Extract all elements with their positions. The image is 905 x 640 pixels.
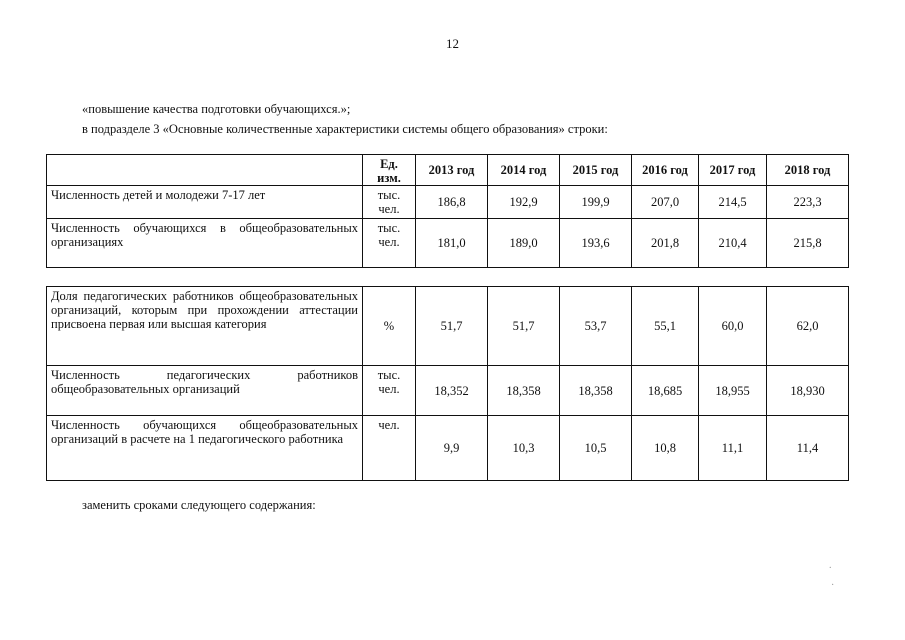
row-unit: % (363, 287, 416, 366)
row-indicator-name: Численность детей и молодежи 7-17 лет (47, 186, 363, 219)
row-value: 214,5 (699, 186, 767, 219)
table-header-row (47, 155, 849, 186)
row-indicator-name: Численность обучающихся общеобразовательных организаций в расчете на 1 педагогического работника (47, 416, 363, 481)
characteristics-table-1 (46, 154, 849, 268)
row-value: 11,1 (699, 416, 767, 481)
intro-line-1: «повышение качества подготовки обучающихся.»; (82, 102, 351, 116)
header-unit-label: Ед. изм. (377, 157, 401, 185)
row-value: 10,5 (560, 416, 632, 481)
row-value: 199,9 (560, 186, 632, 219)
header-indicator-cell (47, 155, 363, 186)
header-unit-cell (363, 155, 416, 186)
header-year: 2018 год (767, 155, 849, 186)
scan-speck: · (831, 580, 835, 591)
row-unit: тыс. чел. (363, 186, 416, 219)
table-row (47, 287, 849, 366)
row-value: 181,0 (416, 219, 488, 268)
row-value: 11,4 (767, 416, 849, 481)
header-year: 2016 год (632, 155, 699, 186)
row-value: 201,8 (632, 219, 699, 268)
characteristics-table-2 (46, 286, 849, 481)
table-row (47, 366, 849, 416)
row-value: 193,6 (560, 219, 632, 268)
table-row (47, 416, 849, 481)
row-value: 18,930 (767, 366, 849, 416)
row-value: 51,7 (416, 287, 488, 366)
header-year: 2017 год (699, 155, 767, 186)
row-indicator-name: Численность педагогических работников общеобразовательных организаций (47, 366, 363, 416)
row-value: 210,4 (699, 219, 767, 268)
table-row (47, 186, 849, 219)
row-value: 60,0 (699, 287, 767, 366)
row-indicator-name: Численность обучающихся в общеобразовательных организациях (47, 219, 363, 268)
row-indicator-name: Доля педагогических работников общеобразовательных организаций, которым при прохождении аттестации присвоена первая или высшая категория (47, 287, 363, 366)
row-value: 9,9 (416, 416, 488, 481)
page-number: 12 (446, 36, 459, 51)
header-year: 2015 год (560, 155, 632, 186)
row-value: 51,7 (488, 287, 560, 366)
row-value: 223,3 (767, 186, 849, 219)
row-value: 18,358 (560, 366, 632, 416)
intro-line-2: в подразделе 3 «Основные количественные характеристики системы общего образования» строки: (82, 122, 608, 136)
row-value: 53,7 (560, 287, 632, 366)
row-value: 192,9 (488, 186, 560, 219)
row-value: 62,0 (767, 287, 849, 366)
row-value: 215,8 (767, 219, 849, 268)
row-value: 18,685 (632, 366, 699, 416)
row-value: 18,358 (488, 366, 560, 416)
scan-speck: . (829, 560, 832, 571)
header-year: 2014 год (488, 155, 560, 186)
row-value: 55,1 (632, 287, 699, 366)
row-unit: тыс. чел. (363, 219, 416, 268)
row-value: 10,3 (488, 416, 560, 481)
row-unit: чел. (363, 416, 416, 481)
row-value: 186,8 (416, 186, 488, 219)
header-year: 2013 год (416, 155, 488, 186)
row-value: 10,8 (632, 416, 699, 481)
row-value: 18,955 (699, 366, 767, 416)
row-value: 18,352 (416, 366, 488, 416)
table-row (47, 219, 849, 268)
outro-line: заменить сроками следующего содержания: (82, 498, 316, 512)
row-value: 207,0 (632, 186, 699, 219)
row-value: 189,0 (488, 219, 560, 268)
row-unit: тыс. чел. (363, 366, 416, 416)
